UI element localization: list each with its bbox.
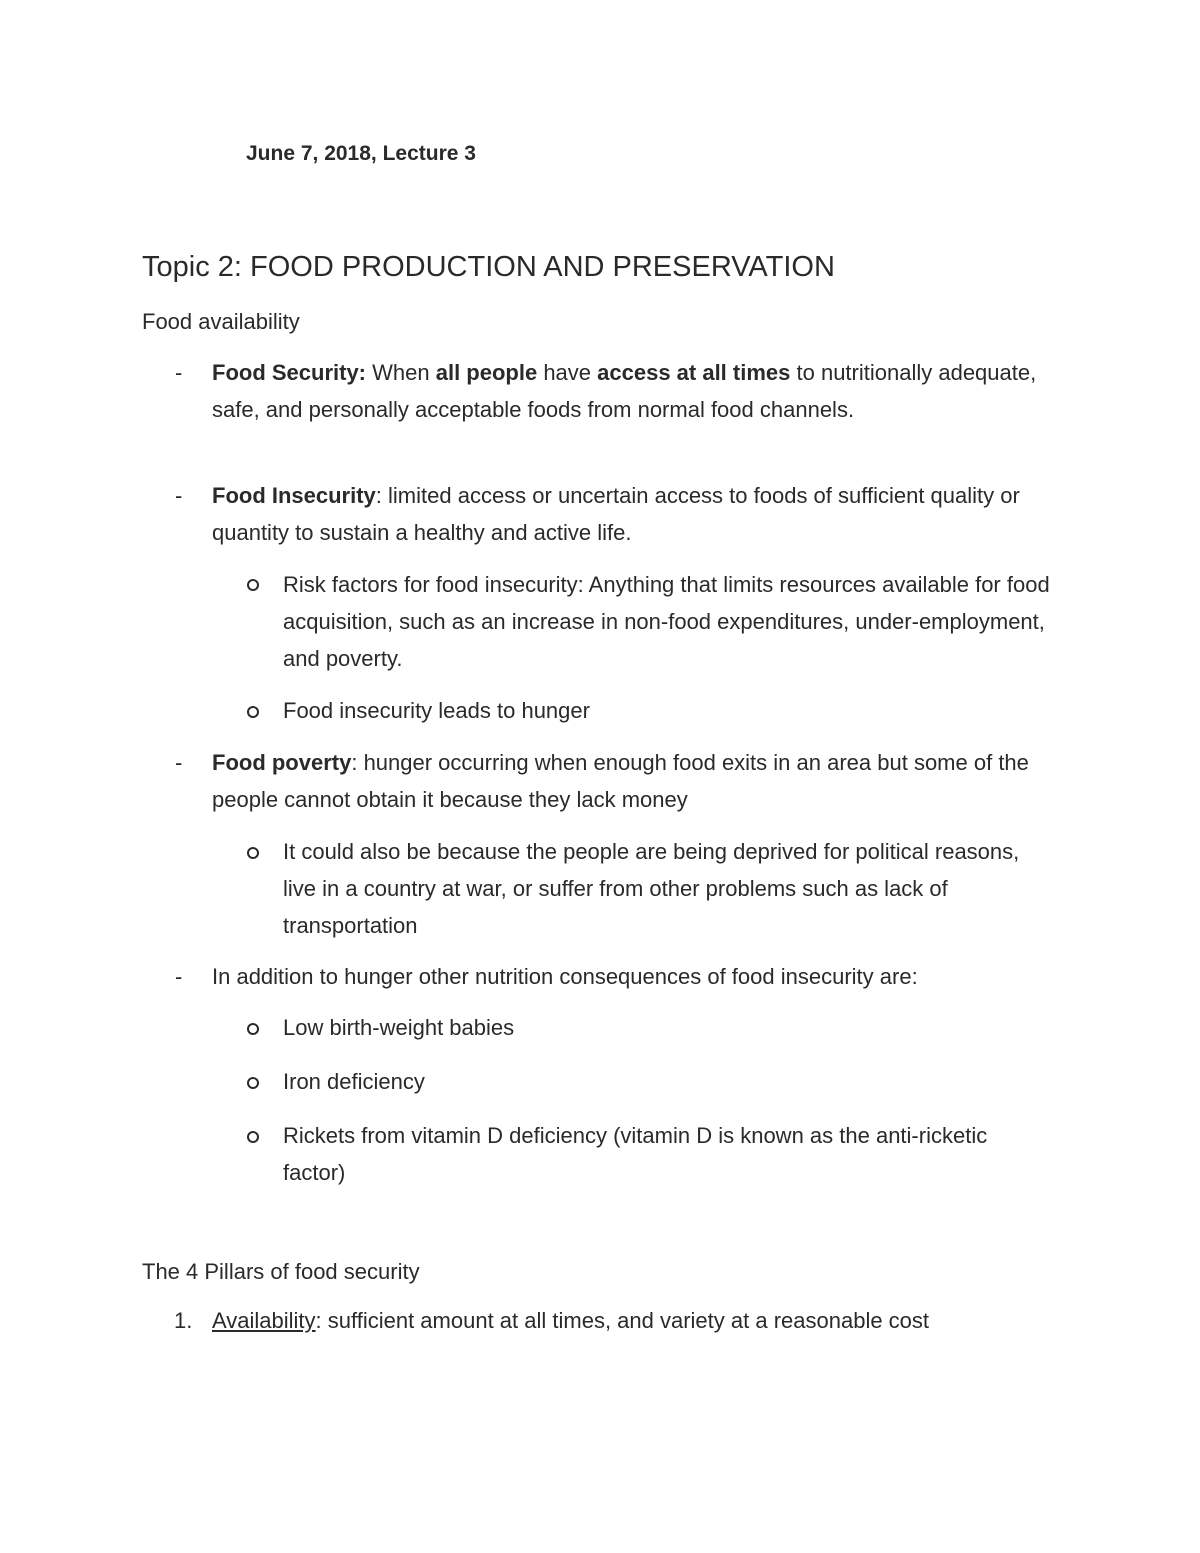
text-span: When	[366, 360, 436, 385]
term-food-security: Food Security:	[212, 360, 367, 385]
list-item-consequences: In addition to hunger other nutrition consequences of food insecurity are:	[212, 964, 918, 989]
section-heading-four-pillars: The 4 Pillars of food security	[142, 1259, 420, 1284]
text-span: : sufficient amount at all times, and variety at a reasonable cost	[315, 1308, 930, 1333]
text-span: have	[537, 360, 598, 385]
circle-bullet-icon	[247, 706, 259, 718]
term-food-insecurity: Food Insecurity	[212, 483, 376, 508]
circle-bullet-icon	[247, 1131, 259, 1143]
list-item-availability	[212, 1302, 1052, 1339]
circle-bullet-icon	[247, 1077, 259, 1089]
text-span: : hunger occurring when enough food exits in an area but some of the people cannot obtain it because they lack money	[212, 750, 1029, 812]
dash-bullet: -	[175, 750, 183, 775]
sub-item-iron-deficiency: Iron deficiency	[283, 1069, 425, 1094]
list-number: 1.	[174, 1308, 193, 1333]
bold-span: all people	[435, 360, 538, 385]
sub-item-low-birth-weight: Low birth-weight babies	[283, 1015, 515, 1040]
topic-title: Topic 2: FOOD PRODUCTION AND PRESERVATION	[142, 251, 835, 283]
term-availability: Availability	[212, 1308, 316, 1333]
sub-item-risk-factors: Risk factors for food insecurity: Anything that limits resources available for food acquisition, such as an increase in non-food expenditures, under-employment, and poverty.	[283, 572, 1050, 671]
lecture-date: June 7, 2018, Lecture 3	[246, 142, 476, 165]
dash-bullet: -	[175, 483, 183, 508]
dash-bullet: -	[175, 360, 183, 385]
sub-item-leads-to-hunger: Food insecurity leads to hunger	[283, 698, 590, 723]
circle-bullet-icon	[247, 1023, 259, 1035]
text-span: to nutritionally adequate, safe, and personally acceptable foods from normal food channels.	[212, 360, 1037, 422]
circle-bullet-icon	[247, 579, 259, 591]
circle-bullet-icon	[247, 847, 259, 859]
term-food-poverty: Food poverty	[212, 750, 352, 775]
text-span: : limited access or uncertain access to foods of sufficient quality or quantity to sustain a healthy and active life.	[212, 483, 1020, 545]
sub-item-rickets: Rickets from vitamin D deficiency (vitamin D is known as the anti-ricketic factor)	[283, 1123, 988, 1185]
section-heading-food-availability: Food availability	[142, 309, 300, 334]
list-item-food-security	[212, 354, 1052, 428]
list-item-food-poverty	[212, 744, 1052, 818]
list-item-food-insecurity	[212, 477, 1052, 551]
sub-item-political-reasons: It could also be because the people are being deprived for political reasons, live in a country at war, or suffer from other problems such as lack of transportation	[283, 839, 1020, 938]
dash-bullet: -	[175, 964, 183, 989]
bold-span: access at all times	[597, 360, 791, 385]
